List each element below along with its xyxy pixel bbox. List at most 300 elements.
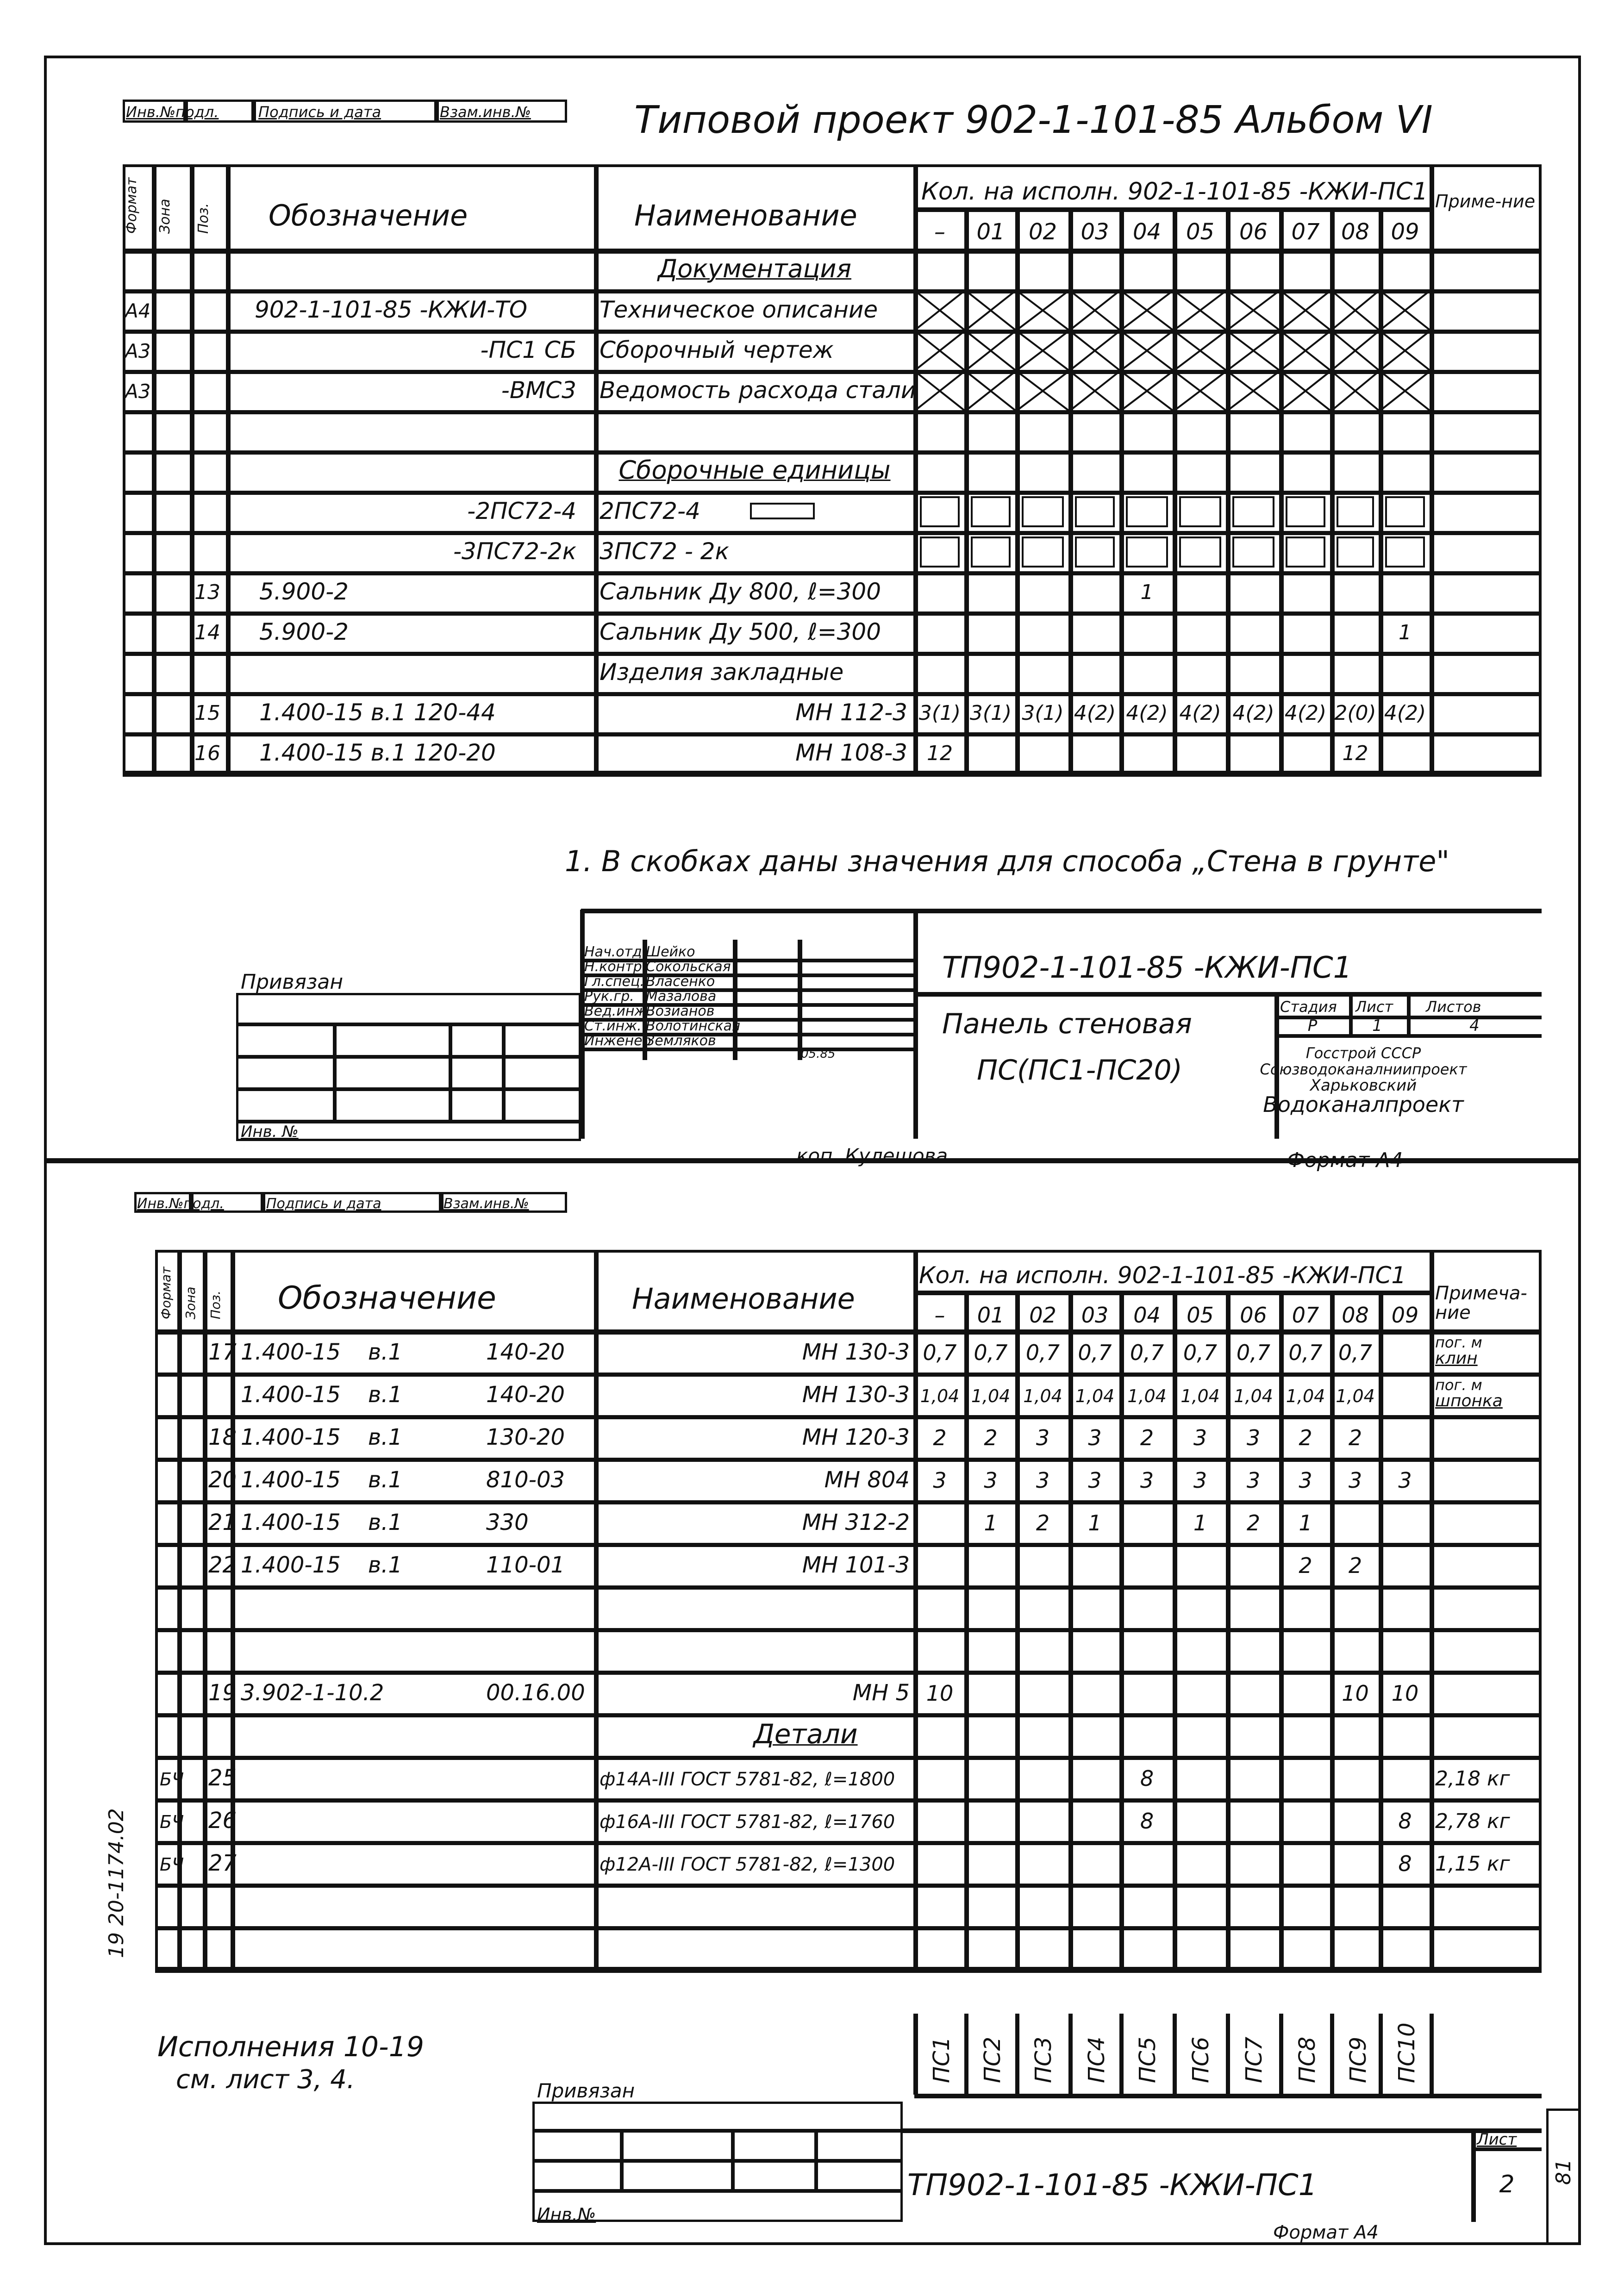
format-label: Формат А4 bbox=[1287, 1148, 1403, 1172]
col-line bbox=[913, 1250, 918, 1970]
hdr-qty: Кол. на исполн. 902-1-101-85 -КЖИ-ПС1 bbox=[919, 1262, 1406, 1289]
qty-cell: 1 bbox=[1088, 1510, 1102, 1535]
row-line bbox=[155, 1329, 1542, 1335]
row-pos: 15 bbox=[194, 701, 220, 725]
panel-col bbox=[964, 2014, 968, 2095]
panel-label-3: ПС3 bbox=[1031, 2036, 1056, 2083]
sheet-header: Лист bbox=[1477, 2130, 1517, 2149]
stamp-sign-label: Подпись и дата bbox=[258, 103, 381, 121]
qty-cell: 2 bbox=[984, 1425, 998, 1450]
qty-header-line bbox=[914, 207, 1430, 212]
pg-col bbox=[620, 2129, 624, 2190]
qty-cell: 3(1) bbox=[969, 701, 1012, 725]
row-pos: 18 bbox=[208, 1424, 237, 1451]
row-section-title: Сборочные единицы bbox=[618, 455, 891, 485]
privyazan-label: Привязан bbox=[241, 970, 344, 994]
qty-cell: 10 bbox=[1342, 1680, 1369, 1706]
qty-cell: 2 bbox=[1299, 1425, 1312, 1450]
stamp-divider bbox=[439, 1192, 443, 1213]
qty-cell: 8 bbox=[1140, 1808, 1154, 1834]
row-line bbox=[155, 1884, 1542, 1888]
col-line bbox=[226, 164, 231, 774]
row-doc: 1.400-15 bbox=[241, 1424, 341, 1451]
qty-cell: 3 bbox=[933, 1467, 947, 1493]
assembly-box bbox=[1337, 496, 1374, 527]
assembly-box bbox=[1075, 537, 1115, 568]
sign-role: Инженер bbox=[584, 1033, 651, 1049]
sign-col bbox=[733, 940, 737, 1060]
col-line bbox=[152, 164, 156, 774]
panel-label-7: ПС7 bbox=[1241, 2036, 1267, 2083]
row-designation: -ПС1 СБ bbox=[480, 337, 576, 364]
qty-cell: 1 bbox=[984, 1510, 998, 1535]
executions-note: см. лист 3, 4. bbox=[176, 2065, 355, 2095]
row-note: пог. м bbox=[1435, 1334, 1482, 1352]
stamp-divider bbox=[251, 100, 256, 123]
sign-col bbox=[798, 940, 802, 1060]
row-issue: в.1 bbox=[368, 1424, 403, 1451]
row-format: А4 bbox=[125, 299, 151, 322]
row-code: 330 bbox=[486, 1510, 529, 1536]
row-line bbox=[155, 1798, 1542, 1803]
row-line bbox=[155, 1969, 1542, 1973]
qty-cell: 2 bbox=[1348, 1553, 1362, 1578]
qty-cell: 0,7 bbox=[1183, 1340, 1218, 1365]
row-pos: 21 bbox=[208, 1510, 237, 1536]
row-doc: 1.400-15 bbox=[241, 1339, 341, 1366]
row-pos: 26 bbox=[208, 1808, 237, 1834]
row-name: 3ПС72 - 2к bbox=[600, 538, 729, 565]
row-doc: 1.400-15 bbox=[241, 1382, 341, 1408]
sign-name: Власенко bbox=[646, 973, 715, 990]
variant-0: – bbox=[934, 218, 945, 245]
row-issue: в.1 bbox=[368, 1382, 403, 1408]
qty-cell: 4(2) bbox=[1074, 701, 1116, 725]
title-top-line bbox=[581, 909, 1542, 913]
stamp-divider bbox=[434, 100, 439, 123]
row-pos: 27 bbox=[208, 1850, 237, 1877]
row-line bbox=[155, 1713, 1542, 1717]
row-line bbox=[123, 732, 1542, 736]
row-designation: -ВМС3 bbox=[501, 377, 576, 404]
panel-label-6: ПС6 bbox=[1188, 2036, 1214, 2083]
row-code: 140-20 bbox=[486, 1382, 565, 1408]
row-line bbox=[155, 1500, 1542, 1504]
hdr-zone: Зона bbox=[157, 199, 173, 234]
assembly-box bbox=[1232, 496, 1274, 527]
hdr-note: Примеча-ние bbox=[1435, 1283, 1527, 1323]
assembly-sketch bbox=[750, 503, 815, 519]
panel-label-9: ПС9 bbox=[1345, 2036, 1371, 2083]
qty-cell: 3 bbox=[1246, 1467, 1261, 1493]
col-line bbox=[190, 164, 194, 774]
row-name: Ведомость расхода стали bbox=[600, 377, 916, 404]
pg-col bbox=[731, 2129, 735, 2190]
variant-3: 03 bbox=[1081, 1303, 1109, 1328]
format-label: Формат А4 bbox=[1273, 2222, 1379, 2243]
col-line bbox=[594, 164, 599, 774]
panel-col bbox=[1379, 2014, 1383, 2095]
sheet-header: Лист bbox=[1355, 998, 1393, 1016]
sheets-value: 4 bbox=[1469, 1016, 1480, 1035]
pg-col bbox=[814, 2129, 818, 2190]
hdr-qty: Кол. на исполн. 902-1-101-85 -КЖИ-ПС1 bbox=[921, 178, 1428, 206]
variant-8: 08 bbox=[1341, 218, 1370, 245]
hdr-name: Наименование bbox=[634, 199, 857, 233]
row-line bbox=[155, 1841, 1542, 1845]
row-line bbox=[123, 571, 1542, 575]
variant-1: 01 bbox=[976, 218, 1005, 245]
assembly-box bbox=[1385, 537, 1425, 568]
panel-col bbox=[1173, 2014, 1177, 2095]
qty-cell: 3 bbox=[1193, 1425, 1207, 1450]
sign-name: Возианов bbox=[646, 1003, 715, 1019]
panel-col bbox=[1430, 2014, 1434, 2095]
row-name: ф14А-III ГОСТ 5781-82, ℓ=1800 bbox=[600, 1768, 895, 1790]
margin-archive-number: 19 20-1174.02 bbox=[105, 1808, 128, 1958]
panel-left-line bbox=[913, 2014, 918, 2095]
assembly-box bbox=[1385, 496, 1425, 527]
variant-7: 07 bbox=[1292, 1303, 1319, 1328]
panel-col bbox=[1119, 2014, 1124, 2095]
stamp-inv-label: Инв.№подл. bbox=[126, 103, 219, 121]
qty-cell: 1,04 bbox=[1234, 1386, 1273, 1407]
variant-8: 08 bbox=[1342, 1303, 1369, 1328]
variant-9: 09 bbox=[1391, 218, 1419, 245]
row-format: БЧ bbox=[160, 1854, 184, 1875]
stamp-replace-label: Взам.инв.№ bbox=[440, 103, 531, 121]
row-designation: 1.400-15 в.1 120-44 bbox=[259, 699, 496, 726]
qty-cell: 8 bbox=[1140, 1766, 1154, 1791]
row-pos: 14 bbox=[194, 621, 220, 645]
row-name: Сальник Ду 500, ℓ=300 bbox=[600, 618, 881, 646]
hdr-designation: Обозначение bbox=[278, 1279, 496, 1316]
qty-cell: 3 bbox=[1036, 1467, 1050, 1493]
panel-col bbox=[1330, 2014, 1334, 2095]
col-line bbox=[203, 1250, 207, 1970]
qty-cell: 0,7 bbox=[974, 1340, 1008, 1365]
row-name: МН 312-2 bbox=[802, 1510, 910, 1536]
variant-1: 01 bbox=[977, 1303, 1005, 1328]
row-line bbox=[155, 1458, 1542, 1462]
sheet-value: 1 bbox=[1372, 1016, 1382, 1035]
assembly-box bbox=[1337, 537, 1374, 568]
panel-label-4: ПС4 bbox=[1084, 2036, 1110, 2083]
sign-name: Сокольская bbox=[646, 959, 731, 975]
row-doc: 1.400-15 bbox=[241, 1510, 341, 1536]
row-doc: 1.400-15 bbox=[241, 1552, 341, 1578]
row-format: А3 bbox=[125, 339, 151, 362]
row-line bbox=[123, 611, 1542, 616]
pg-line bbox=[532, 2189, 903, 2193]
col-line bbox=[594, 1250, 599, 1970]
hdr-pos: Поз. bbox=[195, 203, 212, 234]
row-designation: 5.900-2 bbox=[259, 578, 349, 605]
assembly-box bbox=[1126, 537, 1168, 568]
row-line bbox=[155, 1543, 1542, 1547]
row-line bbox=[155, 1628, 1542, 1632]
row-name: МН 108-3 bbox=[795, 739, 907, 767]
row-name: МН 101-3 bbox=[802, 1552, 910, 1578]
sign-col bbox=[643, 940, 647, 1060]
panel-col bbox=[1279, 2014, 1283, 2095]
sign-date: 05.85 bbox=[801, 1047, 836, 1061]
hdr-note: Приме-ние bbox=[1435, 191, 1536, 212]
qty-cell: 1,04 bbox=[1181, 1386, 1220, 1407]
qty-cell: 3 bbox=[1088, 1425, 1102, 1450]
pg-line bbox=[532, 2159, 903, 2163]
title-mid-line bbox=[913, 910, 918, 1139]
sign-role: Вед.инж. bbox=[584, 1003, 651, 1019]
sign-name: Шейко bbox=[646, 944, 695, 960]
qty-cell: 3(1) bbox=[918, 701, 961, 725]
row-designation: -3ПС72-2к bbox=[453, 538, 576, 565]
row-pos: 17 bbox=[208, 1339, 237, 1366]
row-code: 140-20 bbox=[486, 1339, 565, 1366]
sign-role: Нач.отд. bbox=[584, 944, 647, 960]
qty-cell: 4(2) bbox=[1284, 701, 1327, 725]
row-name: ф16А-III ГОСТ 5781-82, ℓ=1760 bbox=[600, 1811, 895, 1833]
qty-cell: 1,04 bbox=[1336, 1386, 1375, 1407]
privyazan-grid bbox=[236, 993, 581, 1141]
org-line: Госстрой СССР bbox=[1305, 1044, 1421, 1062]
org-line: Харьковский bbox=[1310, 1076, 1417, 1095]
row-designation: 902-1-101-85 -КЖИ-ТО bbox=[255, 296, 528, 324]
footnote: 1. В скобках даны значения для способа „Стена в грунте" bbox=[565, 844, 1449, 879]
row-designation: 5.900-2 bbox=[259, 618, 349, 646]
panel-label-10: ПС10 bbox=[1394, 2022, 1420, 2083]
row-name: МН 120-3 bbox=[802, 1424, 910, 1451]
assembly-box bbox=[920, 537, 960, 568]
pg-line bbox=[236, 1055, 581, 1059]
sign-role: Н.контр. bbox=[584, 959, 647, 975]
crossed-cells bbox=[914, 250, 1430, 413]
qty-cell: 0,7 bbox=[923, 1340, 957, 1365]
title-top-line bbox=[903, 2128, 1542, 2133]
qty-cell: 1,04 bbox=[920, 1386, 960, 1407]
qty-cell: 3 bbox=[1398, 1467, 1412, 1493]
pg-line bbox=[236, 1023, 581, 1026]
row-pos: 13 bbox=[194, 580, 220, 605]
qty-cell: 3 bbox=[1299, 1467, 1312, 1493]
hdr-pos: Поз. bbox=[208, 1291, 223, 1319]
qty-cell: 0,7 bbox=[1025, 1340, 1060, 1365]
variant-7: 07 bbox=[1291, 218, 1320, 245]
hdr-format: Формат bbox=[124, 177, 140, 234]
hdr-zone: Зона bbox=[183, 1286, 198, 1319]
row-note: клин bbox=[1435, 1348, 1478, 1368]
sheet-number: 2 bbox=[1499, 2171, 1515, 2199]
stamp-inv-label: Инв.№подл. bbox=[137, 1196, 224, 1212]
qty-cell: 2 bbox=[933, 1425, 947, 1450]
assembly-box bbox=[1126, 496, 1168, 527]
row-issue: в.1 bbox=[368, 1339, 403, 1366]
sign-name: Волотинская bbox=[646, 1018, 741, 1034]
panel-label-1: ПС1 bbox=[929, 2036, 955, 2083]
panel-label-5: ПС5 bbox=[1135, 2036, 1161, 2083]
row-name: Техническое описание bbox=[600, 296, 878, 324]
assembly-box bbox=[920, 496, 960, 527]
qty-cell: 2 bbox=[1036, 1510, 1050, 1535]
assembly-box bbox=[1179, 537, 1221, 568]
qty-cell: 1,04 bbox=[1023, 1386, 1062, 1407]
row-name: 2ПС72-4 bbox=[600, 498, 700, 525]
pg-col bbox=[333, 1023, 337, 1120]
hdr-format: Формат bbox=[158, 1267, 174, 1319]
sign-role: Рук.гр. bbox=[584, 988, 634, 1004]
assembly-box bbox=[971, 496, 1011, 527]
qty-cell: 0,7 bbox=[1288, 1340, 1323, 1365]
variant-9: 09 bbox=[1391, 1303, 1419, 1328]
variant-4: 04 bbox=[1133, 1303, 1161, 1328]
panel-col bbox=[1015, 2014, 1019, 2095]
qty-cell: 1 bbox=[1399, 621, 1412, 645]
variant-5: 05 bbox=[1186, 218, 1215, 245]
variant-2: 02 bbox=[1028, 218, 1057, 245]
qty-cell: 1 bbox=[1140, 580, 1154, 605]
album-title: Типовой проект 902-1-101-85 Альбом VI bbox=[634, 98, 1433, 143]
assembly-box bbox=[1022, 537, 1064, 568]
qty-cell: 2 bbox=[1348, 1425, 1362, 1450]
qty-cell: 3 bbox=[1348, 1467, 1362, 1493]
org-line: Водоканалпроект bbox=[1263, 1092, 1464, 1117]
row-code: 810-03 bbox=[486, 1467, 565, 1493]
panel-label-8: ПС8 bbox=[1294, 2036, 1320, 2083]
row-line bbox=[123, 773, 1542, 777]
row-line bbox=[155, 1926, 1542, 1930]
row-section-title: Документация bbox=[658, 254, 851, 284]
hdr-name: Наименование bbox=[632, 1282, 855, 1316]
corner-number: 81 bbox=[1552, 2159, 1575, 2185]
row-name: МН 804 bbox=[824, 1467, 910, 1493]
qty-cell: 1 bbox=[1193, 1510, 1207, 1535]
privyazan-label: Привязан bbox=[537, 2079, 635, 2103]
row-code: 00.16.00 bbox=[486, 1680, 585, 1706]
doc-code: ТП902-1-101-85 -КЖИ-ПС1 bbox=[907, 2168, 1318, 2202]
stamp-replace-label: Взам.инв.№ bbox=[443, 1196, 529, 1212]
row-name: МН 130-3 bbox=[802, 1382, 910, 1408]
row-pos: 22 bbox=[208, 1552, 237, 1578]
qty-cell: 8 bbox=[1398, 1808, 1412, 1834]
row-line bbox=[123, 491, 1542, 495]
row-pos: 19 bbox=[208, 1680, 237, 1706]
sign-role: Гл.спец. bbox=[584, 973, 644, 990]
qty-cell: 10 bbox=[1391, 1680, 1419, 1706]
qty-cell: 2(0) bbox=[1334, 701, 1376, 725]
doc-title-line1: Панель стеновая bbox=[942, 1008, 1192, 1040]
qty-cell: 2 bbox=[1140, 1425, 1154, 1450]
qty-cell: 3 bbox=[984, 1467, 998, 1493]
qty-cell: 0,7 bbox=[1130, 1340, 1164, 1365]
hdr-designation: Обозначение bbox=[269, 199, 468, 233]
qty-cell: 10 bbox=[926, 1680, 954, 1706]
variant-5: 05 bbox=[1187, 1303, 1214, 1328]
row-line bbox=[155, 1415, 1542, 1419]
row-note: пог. м bbox=[1435, 1376, 1482, 1394]
pg-col bbox=[502, 1023, 506, 1120]
sheets-header: Листов bbox=[1426, 998, 1481, 1016]
assembly-box bbox=[1286, 496, 1325, 527]
qty-cell: 1,04 bbox=[1075, 1386, 1115, 1407]
row-note: 2,18 кг bbox=[1435, 1766, 1510, 1791]
row-format: БЧ bbox=[160, 1769, 184, 1790]
qty-cell: 4(2) bbox=[1232, 701, 1274, 725]
qty-cell: 2 bbox=[1299, 1553, 1312, 1578]
row-line bbox=[123, 652, 1542, 656]
pg-col bbox=[449, 1023, 452, 1120]
executions-note: Исполнения 10-19 bbox=[157, 2031, 425, 2063]
qty-header-line bbox=[914, 1291, 1430, 1295]
qty-cell: 3(1) bbox=[1022, 701, 1064, 725]
inv-no-label: Инв. № bbox=[241, 1122, 299, 1141]
qty-cell: 4(2) bbox=[1384, 701, 1426, 725]
row-doc: 3.902-1-10.2 bbox=[241, 1680, 384, 1706]
row-line bbox=[155, 1373, 1542, 1377]
row-name: МН 5 bbox=[852, 1680, 910, 1706]
sign-role: Ст.инж. bbox=[584, 1018, 642, 1034]
org-line: Союзводоканалниипроект bbox=[1260, 1061, 1467, 1079]
sign-name: Земляков bbox=[646, 1033, 716, 1049]
assembly-box bbox=[1075, 496, 1115, 527]
doc-title-line2: ПС(ПС1-ПС20) bbox=[977, 1054, 1183, 1086]
row-note: шпонка bbox=[1435, 1391, 1503, 1410]
assembly-box bbox=[1232, 537, 1274, 568]
variant-6: 06 bbox=[1239, 218, 1268, 245]
row-code: 110-01 bbox=[486, 1552, 565, 1578]
row-note: 1,15 кг bbox=[1435, 1852, 1510, 1876]
row-name: МН 130-3 bbox=[802, 1339, 910, 1366]
row-pos: 20 bbox=[208, 1467, 237, 1493]
assembly-box bbox=[1022, 496, 1064, 527]
qty-cell: 3 bbox=[1246, 1425, 1261, 1450]
panel-col bbox=[1226, 2014, 1230, 2095]
qty-cell: 1,04 bbox=[1286, 1386, 1325, 1407]
row-line bbox=[155, 1585, 1542, 1590]
variant-2: 02 bbox=[1029, 1303, 1056, 1328]
row-format: БЧ bbox=[160, 1812, 184, 1833]
row-format: А3 bbox=[125, 380, 151, 403]
qty-cell: 1,04 bbox=[971, 1386, 1011, 1407]
row-pos: 16 bbox=[194, 742, 220, 766]
variant-4: 04 bbox=[1132, 218, 1162, 245]
row-pos: 25 bbox=[208, 1765, 237, 1791]
row-issue: в.1 bbox=[368, 1552, 403, 1578]
qty-cell: 1,04 bbox=[1127, 1386, 1167, 1407]
panel-col bbox=[1068, 2014, 1073, 2095]
row-line bbox=[155, 1756, 1542, 1760]
qty-cell: 2 bbox=[1246, 1510, 1261, 1535]
pg-line bbox=[532, 2129, 903, 2133]
panel-label-2: ПС2 bbox=[980, 2036, 1006, 2083]
doc-code: ТП902-1-101-85 -КЖИ-ПС1 bbox=[942, 950, 1352, 985]
qty-cell: 3 bbox=[1140, 1467, 1154, 1493]
assembly-box bbox=[1286, 537, 1325, 568]
sheet-col bbox=[1471, 2129, 1476, 2222]
row-line bbox=[123, 692, 1542, 696]
qty-cell: 8 bbox=[1398, 1851, 1412, 1876]
variant-0: – bbox=[934, 1303, 945, 1328]
qty-cell: 4(2) bbox=[1179, 701, 1221, 725]
qty-cell: 4(2) bbox=[1126, 701, 1168, 725]
inv-no-label: Инв.№ bbox=[537, 2204, 596, 2225]
row-issue: в.1 bbox=[368, 1510, 403, 1536]
copier-note: коп. Кулешова bbox=[796, 1144, 948, 1167]
row-line bbox=[155, 1671, 1542, 1675]
qty-cell: 12 bbox=[927, 742, 953, 766]
stamp-sign-label: Подпись и дата bbox=[266, 1196, 381, 1212]
row-code: 130-20 bbox=[486, 1424, 565, 1451]
row-note: 2,78 кг bbox=[1435, 1809, 1510, 1833]
